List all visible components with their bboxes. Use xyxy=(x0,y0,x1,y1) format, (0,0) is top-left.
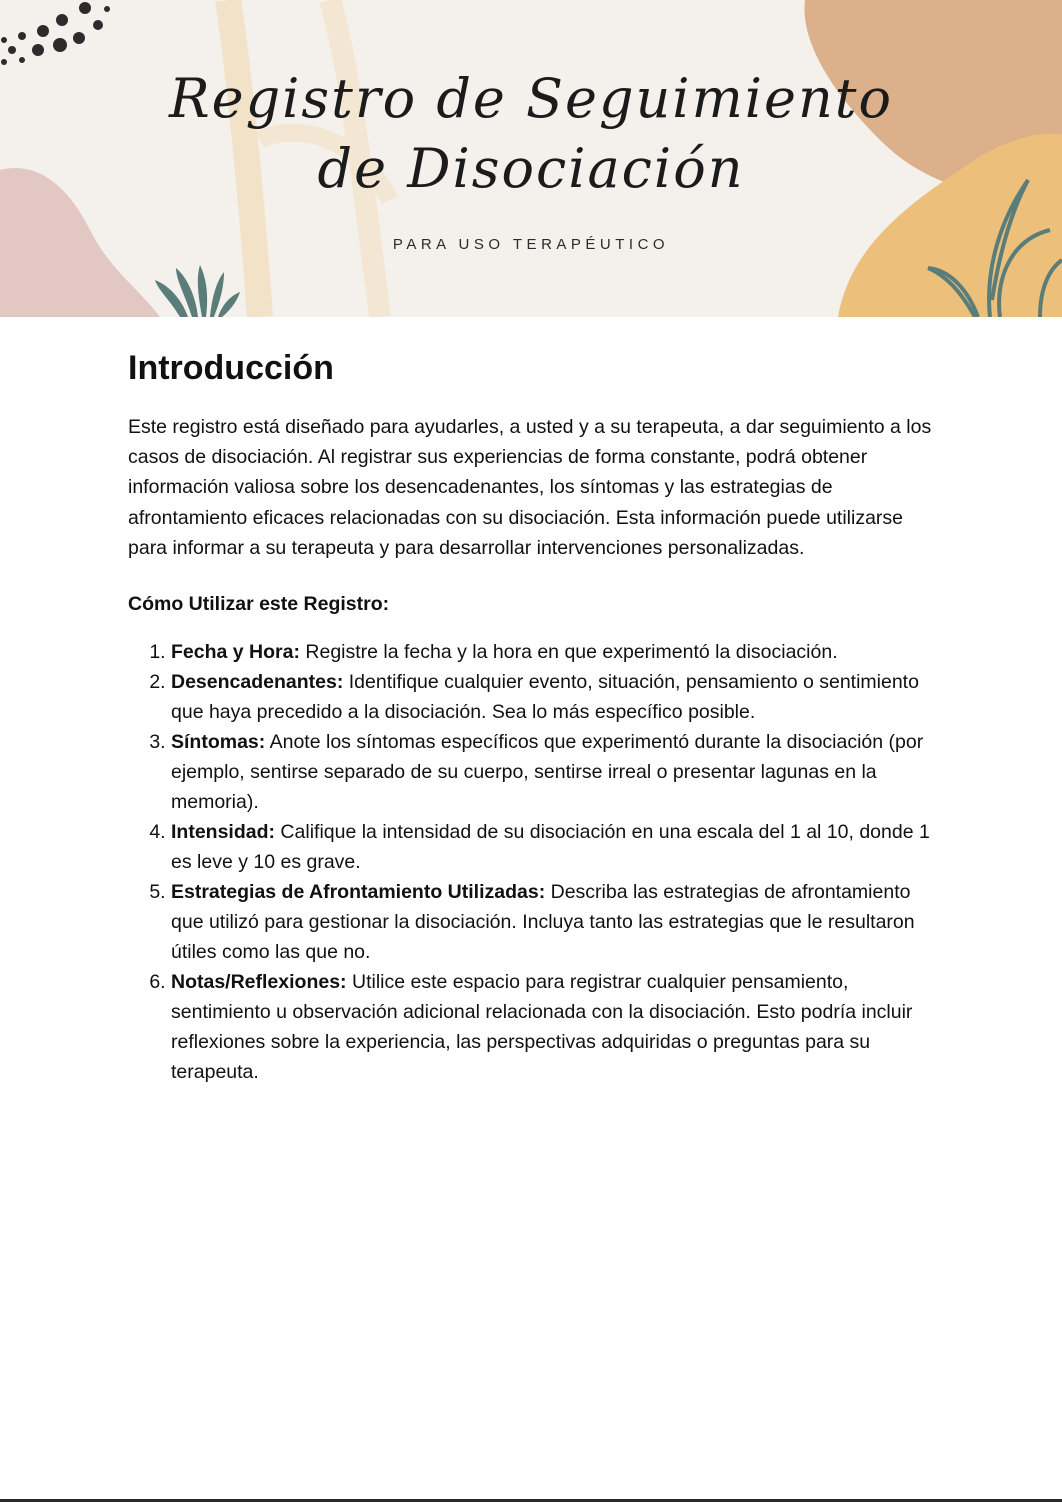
list-item xyxy=(171,667,938,727)
page-title-line2: de Disociación xyxy=(317,137,745,200)
list-item xyxy=(171,727,938,817)
step-label: Estrategias de Afrontamiento Utilizadas: xyxy=(171,881,546,904)
list-item xyxy=(171,967,938,1087)
step-label: Intensidad: xyxy=(171,821,276,844)
step-label: Desencadenantes: xyxy=(171,671,344,694)
leaf-plant-left xyxy=(155,265,240,317)
howto-heading: Cómo Utilizar este Registro: xyxy=(128,593,390,616)
step-text: Identifique cualquier evento, situación, pensamiento o sentimiento que haya precedido a la disociación. Sea lo más específico posible. xyxy=(171,671,919,724)
list-item xyxy=(171,817,938,877)
step-label: Síntomas: xyxy=(171,731,266,754)
step-text: Describa las estrategias de afrontamiento que utilizó para gestionar la disociación. Incluya tanto las estrategias que le resultaron útiles como las que no. xyxy=(171,881,915,964)
step-label: Fecha y Hora: xyxy=(171,641,300,664)
header-banner xyxy=(0,0,1062,317)
step-text: Utilice este espacio para registrar cualquier pensamiento, sentimiento u observación adicional relacionada con la disociación. Esto podría incluir reflexiones sobre la experiencia, las perspectivas adquiridas o preguntas para su terapeuta. xyxy=(171,971,913,1084)
list-item xyxy=(171,637,938,667)
intro-paragraph: Este registro está diseñado para ayudarles, a usted y a su terapeuta, a dar seguimiento a los casos de disociación. Al registrar sus experiencias de forma constante, podrá obtener información valiosa sobre los desencadenantes, los síntomas y las estrategias de afrontamiento eficaces relacionadas con su disociación. Esta información puede utilizarse para informar a su terapeuta y para desarrollar intervenciones personalizadas. xyxy=(128,416,932,559)
step-text: Califique la intensidad de su disociación en una escala del 1 al 10, donde 1 es leve y 10 es grave. xyxy=(171,821,930,874)
main-content xyxy=(128,340,938,1087)
list-item xyxy=(171,877,938,967)
step-label: Notas/Reflexiones: xyxy=(171,971,347,994)
step-text: Anote los síntomas específicos que experimentó durante la disociación (por ejemplo, sentirse separado de su cuerpo, sentirse irreal o presentar lagunas en la memoria). xyxy=(171,731,924,814)
dots-pattern xyxy=(1,2,110,65)
page-title-line1: Registro de Seguimiento xyxy=(168,67,894,130)
steps-list xyxy=(128,637,938,1087)
page-subtitle: PARA USO TERAPÉUTICO xyxy=(392,236,670,253)
step-text: Registre la fecha y la hora en que experimentó la disociación. xyxy=(299,641,838,664)
intro-heading: Introducción xyxy=(128,349,334,387)
